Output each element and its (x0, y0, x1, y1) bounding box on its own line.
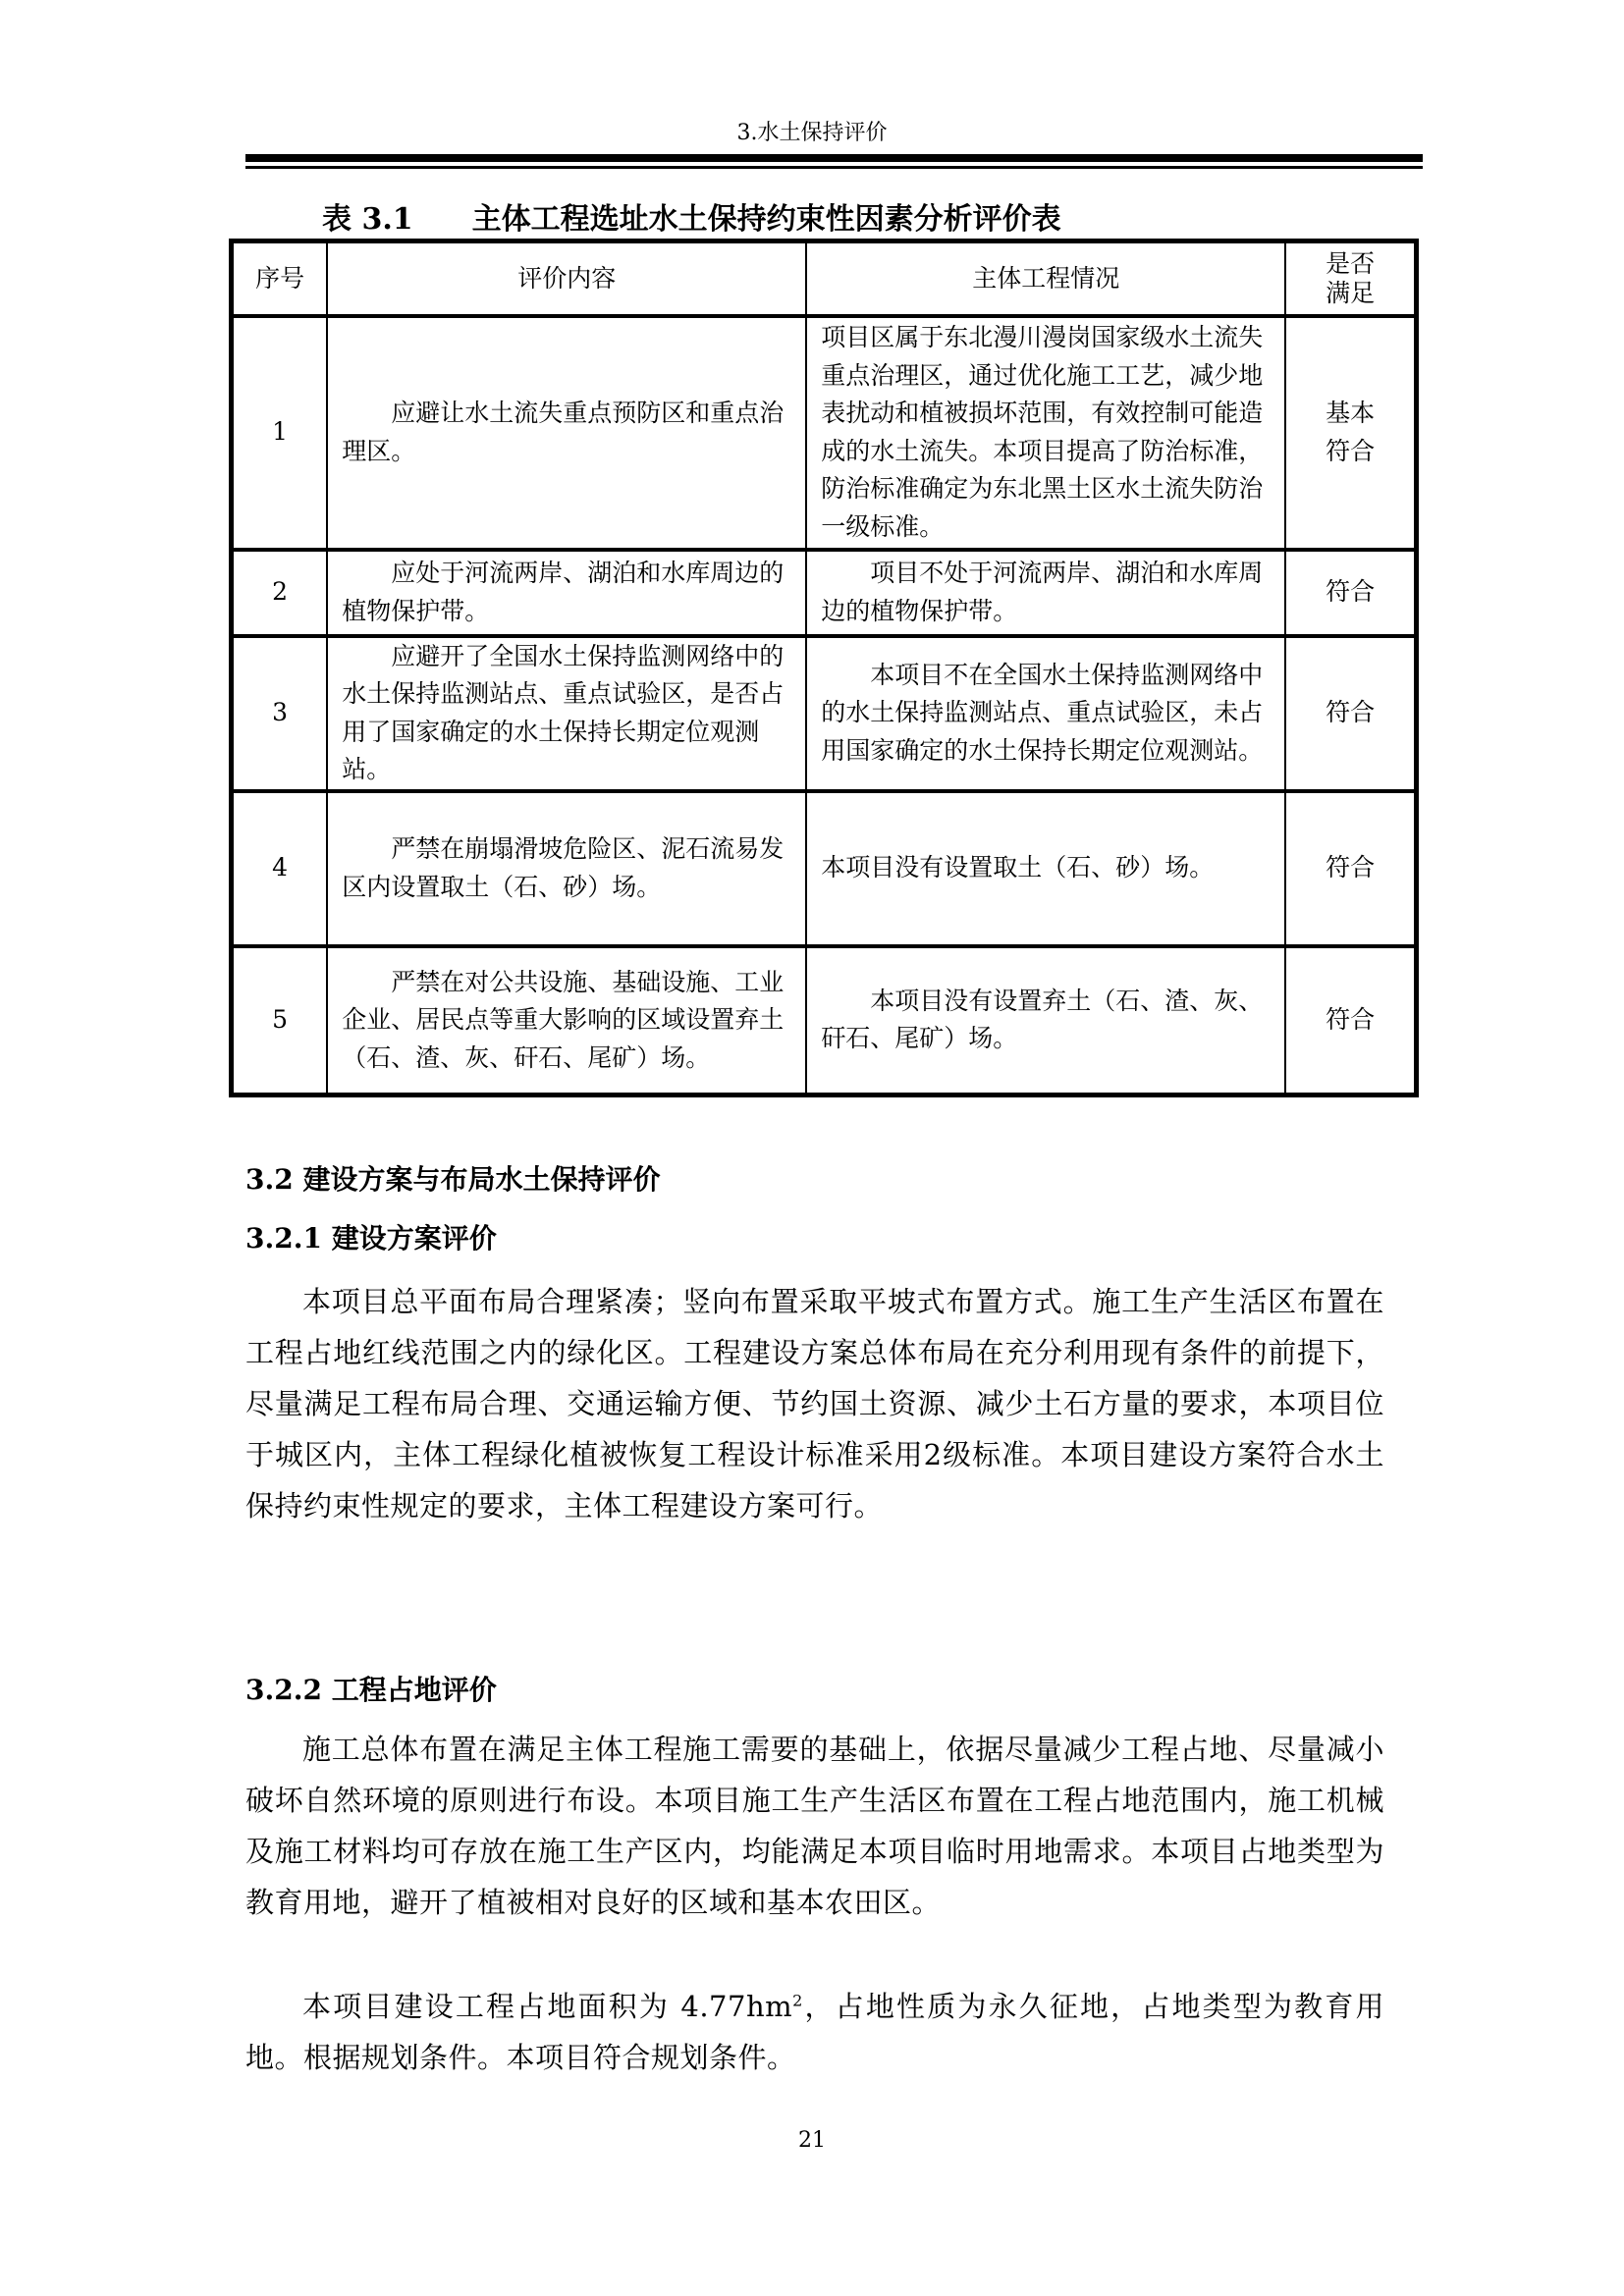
header-rule-thin (245, 166, 1423, 169)
row-satisfied: 符合 (1285, 550, 1416, 636)
row-situation: 本项目没有设置弃土（石、渣、灰、矸石、尾矿）场。 (806, 946, 1285, 1095)
table-row (232, 316, 1417, 550)
header-rule (245, 154, 1423, 162)
table-header-row (232, 241, 1417, 316)
column-header-satisfied: 是否满足 (1285, 241, 1416, 316)
row-situation: 项目区属于东北漫川漫岗国家级水土流失重点治理区，通过优化施工工艺，减少地表扰动和植被损坏范围，有效控制可能造成的水土流失。本项目提高了防治标准，防治标准确定为东北黑土区水土流失防治一级标准。 (806, 316, 1285, 550)
column-header-situation: 主体工程情况 (806, 241, 1285, 316)
paragraph-land-area: 本项目建设工程占地面积为 $4.77hm^2$，占地性质为永久征地，占地类型为教育用地。根据规划条件。本项目符合规划条件。 (245, 1990, 1384, 2074)
row-situation: 项目不处于河流两岸、湖泊和水库周边的植物保护带。 (806, 550, 1285, 636)
row-satisfied: 符合 (1285, 946, 1416, 1095)
section-heading-3-2-1: 3.2.1 建设方案评价 (245, 1222, 497, 1255)
row-situation: 本项目不在全国水土保持监测网络中的水土保持监测站点、重点试验区，未占用国家确定的水土保持长期定位观测站。 (806, 636, 1285, 791)
row-requirement: 应避让水土流失重点预防区和重点治理区。 (327, 316, 806, 550)
table-row (232, 791, 1417, 946)
superscript: 2 (792, 1991, 803, 2010)
table-caption-number: 表 3.1 (322, 202, 413, 237)
row-index: 1 (232, 316, 328, 550)
table-row (232, 636, 1417, 791)
row-situation: 本项目没有设置取土（石、砂）场。 (806, 791, 1285, 946)
section-heading-3-2: 3.2 建设方案与布局水土保持评价 (245, 1163, 661, 1196)
constraint-evaluation-table (229, 239, 1419, 1097)
page-number: 21 (798, 2128, 826, 2153)
row-requirement: 应处于河流两岸、湖泊和水库周边的植物保护带。 (327, 550, 806, 636)
row-requirement: 严禁在对公共设施、基础设施、工业企业、居民点等重大影响的区域设置弃土（石、渣、灰、矸石、尾矿）场。 (327, 946, 806, 1095)
paragraph-land-occupation: 施工总体布置在满足主体工程施工需要的基础上，依据尽量减少工程占地、尽量减小破坏自然环境的原则进行布设。本项目施工生产生活区布置在工程占地范围内，施工机械及施工材料均可存放在施工生产区内，均能满足本项目临时用地需求。本项目占地类型为教育用地，避开了植被相对良好的区域和基本农田区。 (245, 1733, 1384, 1919)
table-caption (322, 194, 1061, 238)
row-satisfied: 符合 (1285, 791, 1416, 946)
row-index: 3 (232, 636, 328, 791)
row-index: 2 (232, 550, 328, 636)
section-heading-3-2-2: 3.2.2 工程占地评价 (245, 1674, 497, 1706)
column-header-index: 序号 (232, 241, 328, 316)
row-satisfied: 基本符合 (1285, 316, 1416, 550)
table-caption-title: 主体工程选址水土保持约束性因素分析评价表 (471, 202, 1061, 237)
table-row (232, 550, 1417, 636)
column-header-requirement: 评价内容 (327, 241, 806, 316)
paragraph-construction-plan: 本项目总平面布局合理紧凑；竖向布置采取平坡式布置方式。施工生产生活区布置在工程占地红线范围之内的绿化区。工程建设方案总体布局在充分利用现有条件的前提下，尽量满足工程布局合理、交通运输方便、节约国土资源、减少土石方量的要求，本项目位于城区内，主体工程绿化植被恢复工程设计标准采用2级标准。本项目建设方案符合水土保持约束性规定的要求，主体工程建设方案可行。 (245, 1285, 1384, 1522)
row-requirement: 应避开了全国水土保持监测网络中的水土保持监测站点、重点试验区，是否占用了国家确定的水土保持长期定位观测站。 (327, 636, 806, 791)
table-row (232, 946, 1417, 1095)
row-index: 5 (232, 946, 328, 1095)
row-index: 4 (232, 791, 328, 946)
row-satisfied: 符合 (1285, 636, 1416, 791)
row-requirement: 严禁在崩塌滑坡危险区、泥石流易发区内设置取土（石、砂）场。 (327, 791, 806, 946)
running-header: 3.水土保持评价 (736, 121, 888, 145)
